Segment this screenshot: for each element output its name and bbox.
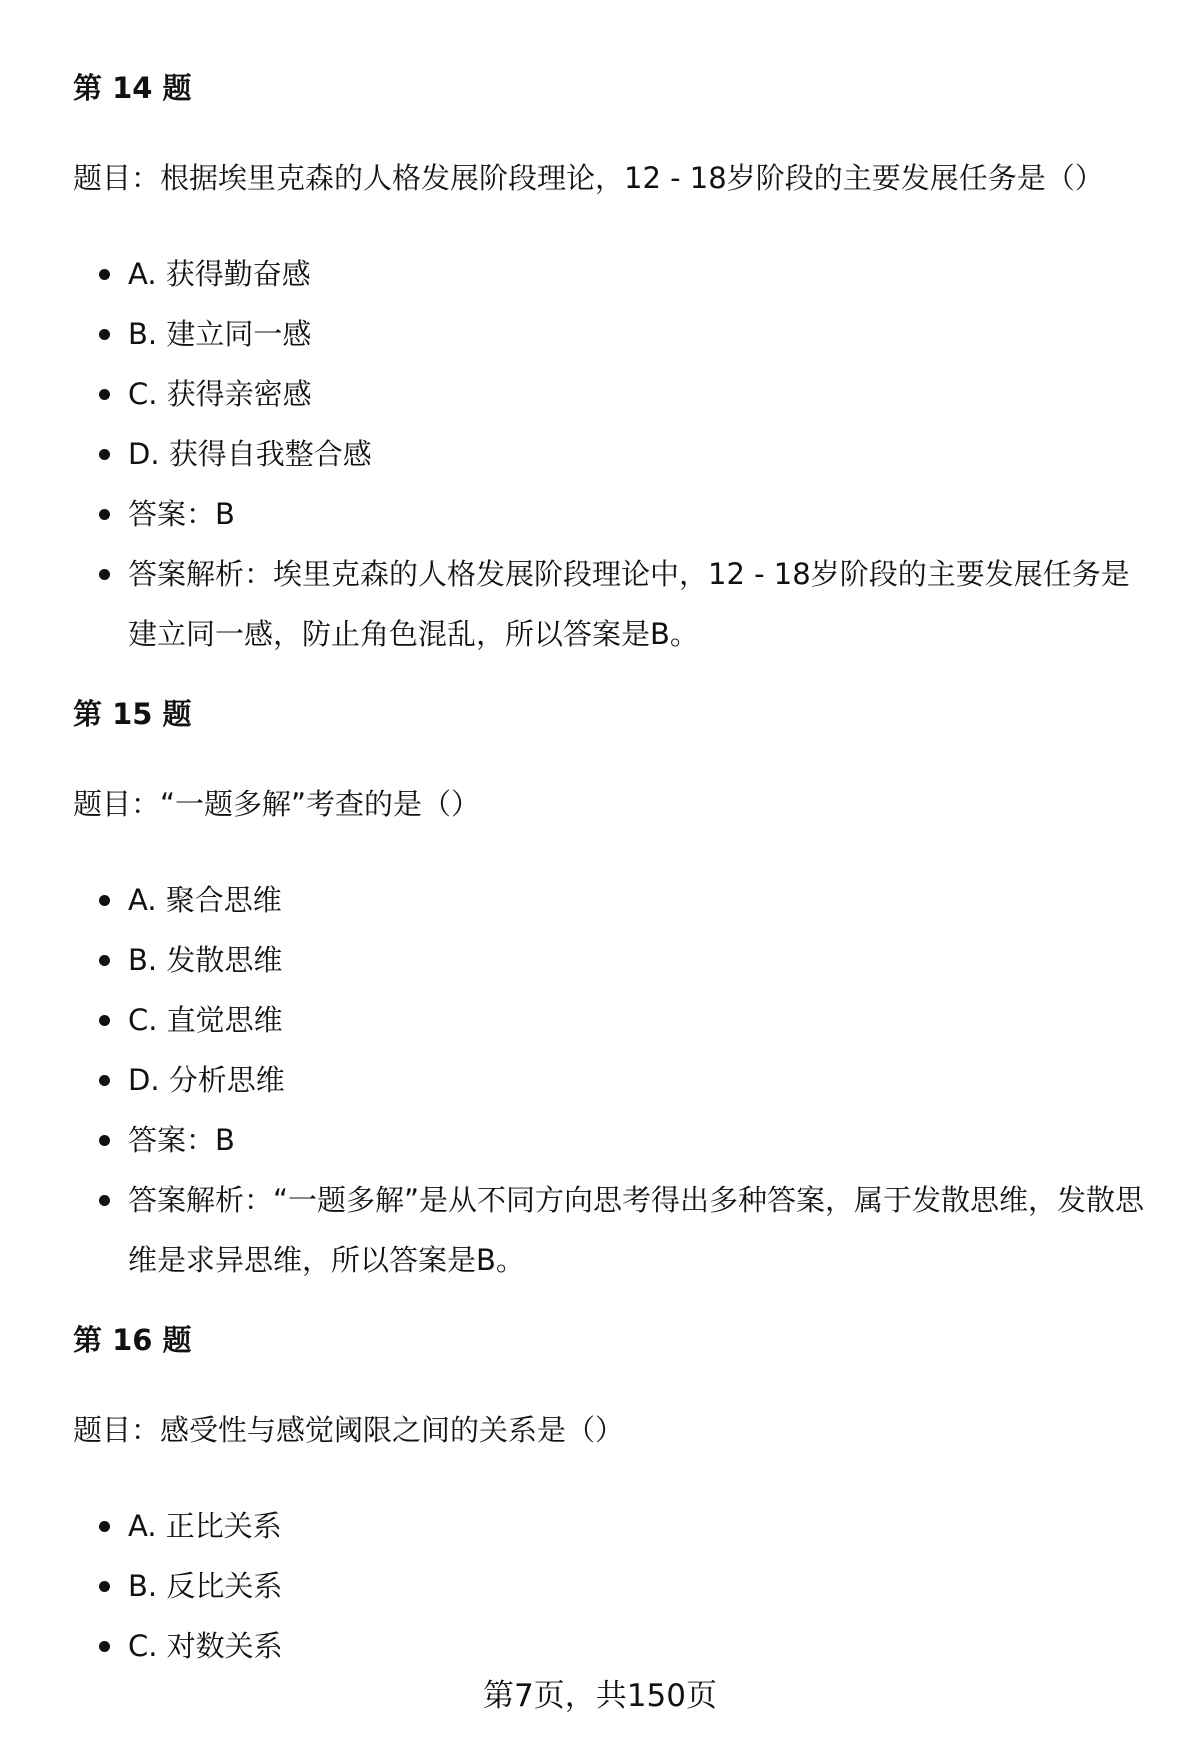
option-list [73, 870, 1153, 1290]
answer: 答案：B [73, 484, 1153, 544]
answer-analysis: 答案解析：埃里克森的人格发展阶段理论中，12 - 18岁阶段的主要发展任务是建立同一感，防止角色混乱，所以答案是B。 [73, 544, 1158, 664]
answer-analysis: 答案解析：“一题多解”是从不同方向思考得出多种答案，属于发散思维，发散思维是求异思维，所以答案是B。 [73, 1170, 1158, 1290]
question-heading: 第 14 题 [73, 71, 192, 105]
answer: 答案：B [73, 1110, 1153, 1170]
option-c: C. 对数关系 [73, 1616, 1153, 1676]
question-stem: 题目：根据埃里克森的人格发展阶段理论，12 - 18岁阶段的主要发展任务是（） [73, 161, 1104, 195]
option-d: D. 分析思维 [73, 1050, 1153, 1110]
question-14 [73, 70, 1153, 664]
question-stem: 题目：感受性与感觉阈限之间的关系是（） [73, 1413, 625, 1447]
option-b: B. 发散思维 [73, 930, 1153, 990]
question-heading: 第 16 题 [73, 1323, 192, 1357]
option-a: A. 获得勤奋感 [73, 244, 1153, 304]
question-heading: 第 15 题 [73, 697, 192, 731]
option-b: B. 建立同一感 [73, 304, 1153, 364]
option-c: C. 直觉思维 [73, 990, 1153, 1050]
option-c: C. 获得亲密感 [73, 364, 1153, 424]
question-stem: 题目：“一题多解”考查的是（） [73, 787, 481, 821]
option-b: B. 反比关系 [73, 1556, 1153, 1616]
option-a: A. 聚合思维 [73, 870, 1153, 930]
option-list [73, 244, 1153, 664]
question-16 [73, 1322, 1153, 1676]
page-number: 第7页，共150页 [483, 1678, 717, 1714]
option-list [73, 1496, 1153, 1676]
question-15 [73, 696, 1153, 1290]
option-d: D. 获得自我整合感 [73, 424, 1153, 484]
option-a: A. 正比关系 [73, 1496, 1153, 1556]
